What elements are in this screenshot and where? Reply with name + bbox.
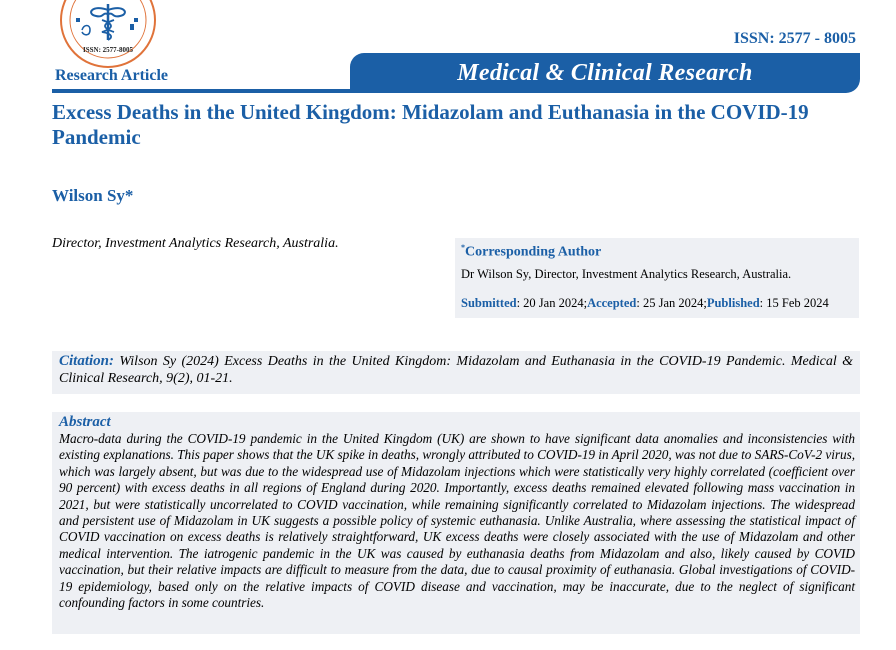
abstract-text: Macro-data during the COVID-19 pandemic in the United Kingdom (UK) are shown to have significant data anomalies and inconsistencies with existing explanations. This paper shows that the UK spike in deaths, wrongly attributed to COVID-19 in April 2020, was not due to SARS-CoV-2 virus, which was largely absent, but was due to the widespread use of Midazolam injections which were statistically very highly correlated (coefficient over 90 percent) with excess deaths in all regions of England during 2020. Importantly, excess deaths remained elevated following mass vaccination in 2021, but were statistically uncorrelated to COVID vaccination, while remaining significantly correlated to Midazolam injections. The widespread and persistent use of Midazolam in UK suggests a possible policy of systemic euthanasia. Unlike Australia, where assessing the statistical impact of COVID vaccination on excess deaths is relatively straightforward, UK excess deaths were closely associated with the use of Midazolam and other medical intervention. The iatrogenic pandemic in the UK was caused by euthanasia deaths from Midazolam and also, likely caused by COVID vaccination, but their relative impacts are difficult to measure from the data, due to causal proximity of euthanasia. Global investigations of COVID-19 epidemiology, based only on the relative impacts of COVID disease and vaccination, may be inaccurate, due to the neglect of significant confounding factors in some countries.: [59, 431, 855, 611]
journal-banner: [350, 53, 860, 93]
caduceus-icon: [62, 0, 154, 66]
author-affiliation: Director, Investment Analytics Research, Australia.: [52, 236, 339, 251]
article-type-underline: [52, 89, 352, 93]
article-type: Research Article: [55, 67, 168, 84]
corresponding-author-label: Corresponding Author: [465, 244, 602, 260]
submitted-label: Submitted: [461, 295, 517, 310]
logo-issn: ISSN: 2577-8005: [83, 46, 133, 54]
journal-logo: [60, 0, 156, 68]
accepted-label: Accepted: [587, 295, 637, 310]
article-dates: [461, 296, 853, 311]
accepted-date: : 25 Jan 2024;: [636, 295, 707, 310]
abstract-heading: Abstract: [59, 414, 111, 430]
citation-box: [52, 351, 860, 394]
journal-issn: ISSN: 2577 - 8005: [733, 30, 856, 47]
author-name[interactable]: Wilson Sy*: [52, 186, 134, 205]
corresponding-author-heading: [461, 243, 853, 261]
published-date: : 15 Feb 2024: [759, 295, 829, 310]
citation-label: Citation:: [59, 353, 115, 369]
abstract-box: [52, 412, 860, 634]
corresponding-author-box: [455, 238, 859, 318]
journal-name: Medical & Clinical Research: [457, 59, 753, 86]
article-title: Excess Deaths in the United Kingdom: Midazolam and Euthanasia in the COVID-19 Pandemic: [52, 100, 809, 149]
corresponding-mark: *: [461, 243, 465, 252]
submitted-date: : 20 Jan 2024;: [516, 295, 588, 310]
published-label: Published: [706, 295, 760, 310]
corresponding-author-name: Dr Wilson Sy, Director, Investment Analytics Research, Australia.: [461, 266, 792, 281]
citation-text: Wilson Sy (2024) Excess Deaths in the United Kingdom: Midazolam and Euthanasia in the COVID-19 Pandemic. Medical & Clinical Research, 9(2), 01-21.: [59, 354, 853, 386]
